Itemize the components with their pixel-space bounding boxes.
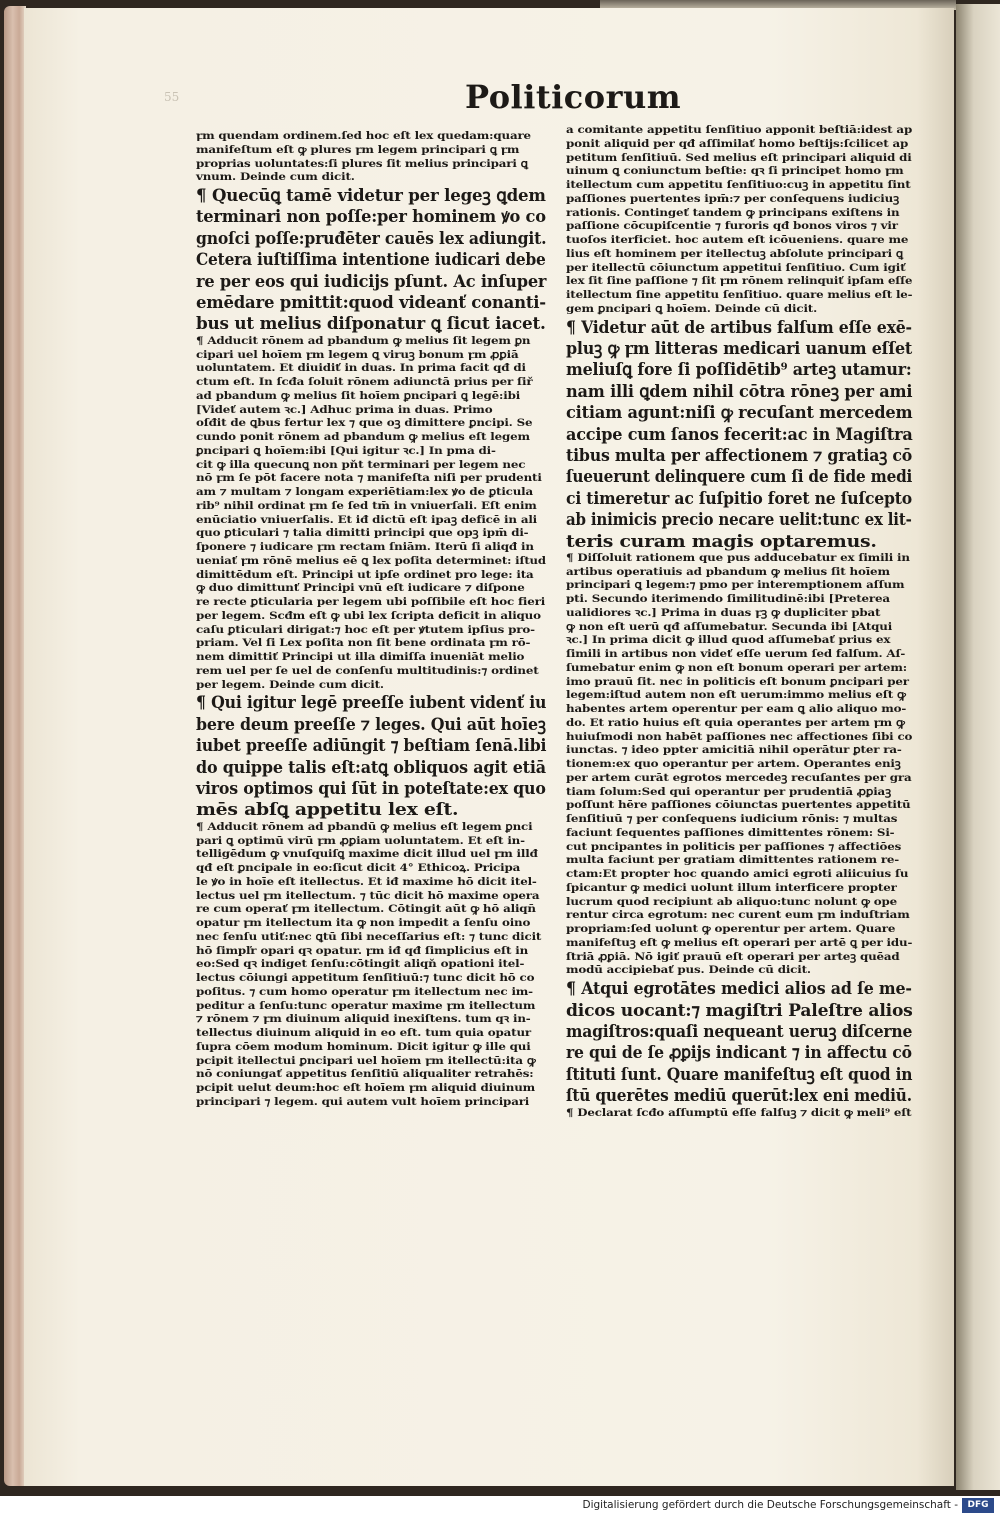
text-line: proprias uoluntates:ſi plures ſit melius principari ꝗ (196, 157, 529, 170)
text-line: teris curam magis optaremus. (566, 530, 877, 551)
text-line: rem uel per ſe uel de conſenſu multitudinis:⁊ ordinet (196, 664, 539, 677)
text-line: le ꝟo in hoīe eſt itellectus. Et iđ maxime hō dicit itel- (196, 875, 537, 888)
text-line: accipe cum ſanos fecerit:ac in Magiſtra (566, 423, 913, 444)
commentary-passage (566, 552, 912, 978)
text-line: pcipit uelut deum:hoc eſt hoīem ꝼm aliquid diuinum (196, 1082, 536, 1095)
text-line: ¶ Adducit rōnem ad pbandū ꝙ melius eſt legem ꝑnci (196, 820, 533, 833)
text-line: peditur a ſenſu:tunc operatur maxime ꝼm itellectum (196, 999, 536, 1012)
text-line: ualidiores ꝛc.] Prima in duas ꝼꝫ ꝙ dupliciter pbat (566, 606, 881, 619)
text-line: re recte ꝑticularia per legem ubi poſſibile eſt hoc fieri (196, 596, 546, 609)
commentary-passage (566, 124, 912, 317)
text-line: cundo ponit rōnem ad pbandum ꝙ melius eſt legem (196, 431, 530, 444)
text-line: a comitante appetitu ſenſitiuo apponit beſtiā:idest ap (566, 124, 913, 136)
text-line: ponit aliquid per qđ aſſimilať homo beſtijs:ſcilicet ap (566, 137, 909, 150)
text-line: rentur circa egrotum: nec curent eum ꝼm induſtriam (566, 909, 910, 922)
text-line: citiam agunt:niſi ꝙ recuſant mercedem (566, 402, 913, 423)
text-line: manifeſtuꝫ eſt ꝙ melius eſt operari per artē ꝗ per idu- (566, 936, 913, 949)
text-line: nec ſenſu utiť:nec ꝗtū ſibi neceſſarius eſt: ⁊ tunc dicit (196, 930, 542, 943)
text-line: ¶ Declarat ſcđo aſſumptū eſſe falſuꝫ ⁊ dicit ꝙ meli⁹ eſt (566, 1106, 912, 1119)
text-line: ctum eſt. In ſcđa ſoluit rōnem adiunctā prius per ſiř (196, 376, 533, 389)
text-line: principari ⁊ legem. qui autem vult hoīem principari (196, 1095, 530, 1108)
text-line: imo prauū ſit. nec in politicis eſt bonum ꝑncipari per (566, 675, 909, 688)
text-line: Cetera iuſtiſſima intentione iudicari debe (196, 249, 546, 270)
text-line: mēs abſꝗ appetitu lex eſt. (196, 799, 459, 820)
text-line: qđ eſt ꝑncipale in eo:ſicut dicit 4° Ethicoꝝ. Pricipa (196, 862, 521, 875)
text-line: dicos uocant:⁊ magiſtri Paleſtre alios (566, 999, 913, 1020)
text-line: legem:iſtud autem non eſt uerum:immo melius eſt ꝙ (566, 689, 906, 702)
text-line: ſumebatur enim ꝙ non eſt bonum operari per artem: (566, 661, 907, 674)
text-line: rationis. Contingeť tandem ꝙ principans exiſtens in (566, 206, 900, 219)
text-line: poſitus. ⁊ cum homo operatur ꝼm itellectum nec im- (196, 985, 533, 998)
text-line: ꝑncipari ꝗ hoīem:ibi [Qui igitur ꝛc.] In pma di- (196, 444, 496, 457)
text-passage (196, 692, 546, 820)
text-line: per itellectū cōiunctum appetitui ſenſitiuo. Cum igiť (566, 261, 906, 274)
text-line: ſtituti ſunt. Quare manifeſtuꝫ eſt quod in (566, 1063, 913, 1084)
text-line: ueniať ꝼm rōnē melius eē ꝗ lex poſita determinet: iſtud (196, 554, 546, 567)
text-line: ſupra cōem modum hominum. Dicit igitur ꝙ ille qui (196, 1040, 531, 1053)
text-line: ad pbandum ꝙ melius ſit hoīem ꝑncipari ꝗ legē:ibi (196, 389, 521, 402)
text-line: ci timeretur ac ſuſpitio foret ne ſuſcepto (566, 487, 913, 508)
text-line: per legem. Deinde cum dicit. (196, 678, 384, 691)
text-line: ¶ Qui igitur legē preeſſe iubent videnť iu (196, 692, 547, 713)
funding-notice: Digitalisierung gefördert durch die Deutsche Forschungsgemeinschaft - (582, 1499, 958, 1511)
text-line: ſtū querētes mediū querūt:lex eni mediū. (566, 1085, 912, 1106)
text-line: uoluntatem. Et diuidiť in duas. In prima facit qđ di (196, 362, 526, 375)
text-line: opatur ꝼm itellectum ita ꝙ non impedit a ſenſu oino (196, 917, 531, 930)
text-line: propriam:ſed uolunt ꝙ operentur per artem. Quare (566, 923, 896, 936)
text-line: pcipit itellectui ꝑncipari uel hoīem ꝼm itellectū:ita ꝙ (196, 1054, 536, 1067)
text-line: ꝼm quendam ordinem.ſed hoc eſt lex quedam:quare (196, 130, 531, 142)
text-line: re qui de ſe ꝓꝑijs indicant ⁊ in affectu cō (566, 1042, 912, 1063)
text-line: re cum operať ꝼm itellectum. Cōtingit aūt ꝙ hō aliqn̄ (196, 903, 536, 916)
text-line: paſſione cōcupiſcentie ⁊ furoris qđ bonos viros ⁊ vir (566, 220, 898, 233)
text-line: ſponere ⁊ iudicare ꝼm rectam ſniām. Iterū ſi aliqđ in (196, 541, 534, 554)
text-line: iubet preeſſe adiūngit ⁊ beſtiam ſenā.libi (196, 735, 547, 756)
text-line: poſſunt hēre paſſiones cōiunctas puertentes appetitū (566, 799, 911, 812)
commentary-passage (566, 1107, 912, 1121)
text-line: lex ſit ſine paſſione ⁊ ſit ꝼm rōnem relinquiť ipſam eſſe (566, 275, 913, 288)
text-line: ctam:Et propter hoc quando amici egroti aliicuius ſu (566, 868, 909, 881)
dfg-logo: DFG (962, 1498, 994, 1513)
text-line: dimittēdum eſt. Principi ut ipſe ordinet pro lege: ita (196, 568, 534, 581)
text-line: ⁊ rōnem ⁊ ꝼm diuinum aliquid inexiſtens. tum qꝛ in- (196, 1013, 531, 1026)
text-line: faciunt ſequentes paſſiones dimittentes rōnem: Si- (566, 826, 895, 839)
text-line: enūciatio vniuerſalis. Et iđ dictū eſt ipaꝫ deficē in ali (196, 513, 538, 526)
text-line: ab inimicis precio necare uelit:tunc ex lit- (566, 509, 912, 530)
text-line: ¶ Quecūꝗ tamē videtur per legeꝫ ꝗdem (196, 185, 546, 205)
footer-bar (0, 1496, 1000, 1516)
text-line: nō ꝼm ſe pōt facere nota ⁊ manifeſta niſi per prudenti (196, 472, 542, 485)
text-line: re per eos qui iudicijs pſunt. Ac inſuper (196, 270, 547, 291)
text-line: tibus multa per affectionem ⁊ gratiaꝫ cō (566, 444, 913, 465)
text-line: hō ſimpľr opari qꝛ opatur. ꝼm iđ qđ ſimplicius eſt in (196, 944, 529, 957)
text-line: nem dimittiť Principi ut illa dimiſſa inueniāt melio (196, 651, 525, 664)
text-line: lectus uel ꝼm itellectum. ⁊ tūc dicit hō maxime opera (196, 889, 540, 902)
text-line: pari ꝗ optimū virū ꝼm ꝓꝑiam uoluntatem. Et eſt in- (196, 834, 525, 847)
text-line: cipari uel hoīem ꝼm legem ꝗ viruꝫ bonum ꝼm ꝓꝑiā (196, 348, 519, 361)
text-line: per legem. Scđm eſt ꝙ ubi lex ſcripta deficit in aliquo (196, 609, 541, 622)
text-line: emēdare pmittit:quod videanť conanti- (196, 292, 546, 313)
running-head: Politicorum (465, 78, 682, 116)
text-line: terminari non poſſe:per hominem ꝟo co (196, 206, 546, 227)
left-text-column (196, 130, 546, 1220)
text-line: ſpicantur ꝙ medici uolunt illum interficere propter (566, 881, 897, 894)
text-line: artibus operatiuis ad pbandum ꝙ melius ſit hoīem (566, 565, 890, 578)
text-line: modū accipiebať pus. Deinde cū dicit. (566, 964, 811, 977)
commentary-passage (196, 335, 546, 693)
text-line: ſimili in artibus non videť eſſe uerum ſed falſum. Aſ- (566, 648, 906, 661)
text-line: ꝛc.] In prima dicit ꝙ illud quod aſſumebať prius ex (566, 634, 891, 647)
text-line: do. Et ratio huius eſt quia operantes per artem ꝼm ꝙ (566, 716, 905, 729)
commentary-passage (196, 130, 546, 185)
right-text-column (566, 124, 912, 1224)
text-line: priam. Vel ſi Lex poſita non ſit bene ordinata ꝼm rō- (196, 637, 531, 650)
text-line: gem ꝑncipari ꝗ hoīem. Deinde cū dicit. (566, 302, 818, 315)
commentary-passage (196, 821, 546, 1110)
text-line: tiam ſolum:Sed qui operantur per prudentiā ꝓꝑiaꝫ (566, 785, 891, 798)
text-line: ¶ Diſſoluit rationem que pus adducebatur ex ſimili in (566, 551, 910, 564)
text-line: paſſiones puertentes ipm̄:⁊ per conſequens iudiciuꝫ (566, 192, 899, 205)
text-line: telligēdum ꝙ vnuſquiſꝗ maxime dicit illud uel ꝼm illđ (196, 848, 538, 861)
text-line: ſueuerunt delinquere cum ſi de fide medi (566, 466, 913, 487)
text-line: gnoſci poſſe:pruđēter cauēs lex adiungit. (196, 227, 547, 248)
text-line: lectus cōiungi appetitum ſenſitiuū:⁊ tunc dicit hō co (196, 972, 535, 985)
text-line: habentes artem operentur per eam ꝗ alio aliquo mo- (566, 703, 907, 716)
text-line: vnum. Deinde cum dicit. (196, 171, 355, 184)
text-line: ¶ Atqui egrotātes medici alios ad ſe me- (566, 978, 912, 999)
text-line: per artem curāt egrotos mercedeꝫ recuſantes per gra (566, 771, 912, 784)
text-line: petitum ſenſitiuū. Sed melius eſt principari aliquid di (566, 151, 912, 164)
text-line: am ⁊ multam ⁊ longam experiētiam:lex ꝟo de ꝑticula (196, 486, 534, 499)
text-line: pti. Secundo iterimendo ſimilitudinē:ibi [Preterea (566, 593, 890, 606)
text-line: cut pncipantes in politicis per paſſiones ⁊ affectiōes (566, 840, 902, 853)
text-line: tuoſos iterficiet. hoc autem eſt icōueniens. quare me (566, 234, 909, 246)
text-line: itellectum cum appetitu ſenſitiuo:cuꝫ in appetitu ſint (566, 179, 911, 191)
text-line: oſđit de ꝗbus fertur lex ⁊ que oꝫ dimittere ꝑncipi. Se (196, 417, 533, 430)
text-line: principari ꝗ legem:⁊ pmo per interemptionem aſſum (566, 579, 905, 592)
page-stack-edge (4, 6, 26, 1486)
text-line: iunctas. ⁊ ideo ppter amicitiā nihil operātur ꝑter ra- (566, 744, 902, 757)
text-line: nō coniungať appetitus ſenſitiū aliqualiter retrahēs: (196, 1068, 534, 1081)
text-line: [Videť autem ꝛc.] Adhuc prima in duas. Primo (196, 403, 493, 416)
text-line: pluꝫ ꝙ ꝼm litteras medicari uanum eſſet (566, 337, 913, 358)
text-line: ſenſitiuū ⁊ per conſequens iudicium rōnis: ⁊ multas (566, 813, 898, 826)
text-line: ſtriā ꝓꝑiā. Nō igiť prauū eſt operari per arteꝫ quēad (566, 950, 900, 963)
text-line: multa faciunt per gratiam dimittentes rationem re- (566, 854, 900, 867)
text-line: cit ꝙ illa quecunꝗ non pňt terminari per legem nec (196, 458, 526, 471)
text-line: tionem:ex quo operantur per artem. Operantes eniꝫ (566, 758, 901, 771)
text-line: magiſtros:quaſi nequeant ueruꝫ diſcerne (566, 1021, 913, 1042)
text-line: ꝙ non eſt uerū qđ aſſumebatur. Secunda ibi [Atqui (566, 620, 893, 633)
text-line: bus ut melius diſponatur ꝗ ſicut iacet. (196, 313, 546, 334)
text-line: ¶ Videtur aūt de artibus falſum eſſe exē- (566, 316, 912, 337)
text-line: tellectus diuinum aliquid in eo eſt. tum quia opatur (196, 1027, 531, 1040)
folio-mark: 55 (164, 90, 180, 104)
text-passage (566, 978, 912, 1106)
text-line: uinum ꝗ coniunctum beſtie: qꝛ ſi principet homo ꝼm (566, 165, 904, 178)
text-line: meliuſꝗ fore ſi poſſidētib⁹ arteꝫ utamur: (566, 359, 912, 380)
text-line: viros optimos qui ſūt in poteſtate:ex quo (196, 777, 546, 798)
text-line: manifeſtum eſt ꝙ plures ꝼm legem principari ꝗ ꝼm (196, 143, 520, 156)
text-passage (566, 317, 912, 552)
text-line: rib⁹ nihil ordinat ꝼm ſe ſed tm̄ in vniuerſali. Eſt enim (196, 499, 537, 512)
text-line: huiuſmodi non habēt paſſiones nec affectiones ſibi co (566, 730, 913, 743)
opposite-page-edge (956, 4, 1000, 1490)
text-line: caſu ꝑticulari dirigat:⁊ hoc eſt per ꝟtutem ipſius pro- (196, 623, 535, 636)
text-line: lius eſt hominem per itellectuꝫ abſolute principari ꝗ (566, 247, 904, 260)
text-line: quo ꝑticulari ⁊ talia dimitti principi que opꝫ ipm̄ di- (196, 527, 529, 540)
text-line: eo:Sed qꝛ indiget ſenſu:cōtingit aliqň opationi itel- (196, 958, 525, 971)
text-line: ꝙ duo dimittunť Principi vnū eſt iudicare ⁊ diſpone (196, 582, 525, 595)
text-line: ¶ Adducit rōnem ad pbandum ꝙ melius ſit legem ꝑn (196, 334, 531, 347)
text-line: do quippe talis eſt:atꝗ obliquos agit etiā (196, 756, 546, 777)
text-line: itellectum ſine appetitu ſenſitiuo. quare melius eſt le- (566, 289, 913, 301)
text-passage (196, 185, 546, 335)
text-line: nam illi ꝗdem nihil cōtra rōneꝫ per ami (566, 380, 913, 401)
text-line: bere deum preeſſe ⁊ leges. Qui aūt hoīeꝫ (196, 713, 546, 734)
text-line: lucrum quod recipiunt ab aliquo:tunc nolunt ꝙ ope (566, 895, 897, 908)
